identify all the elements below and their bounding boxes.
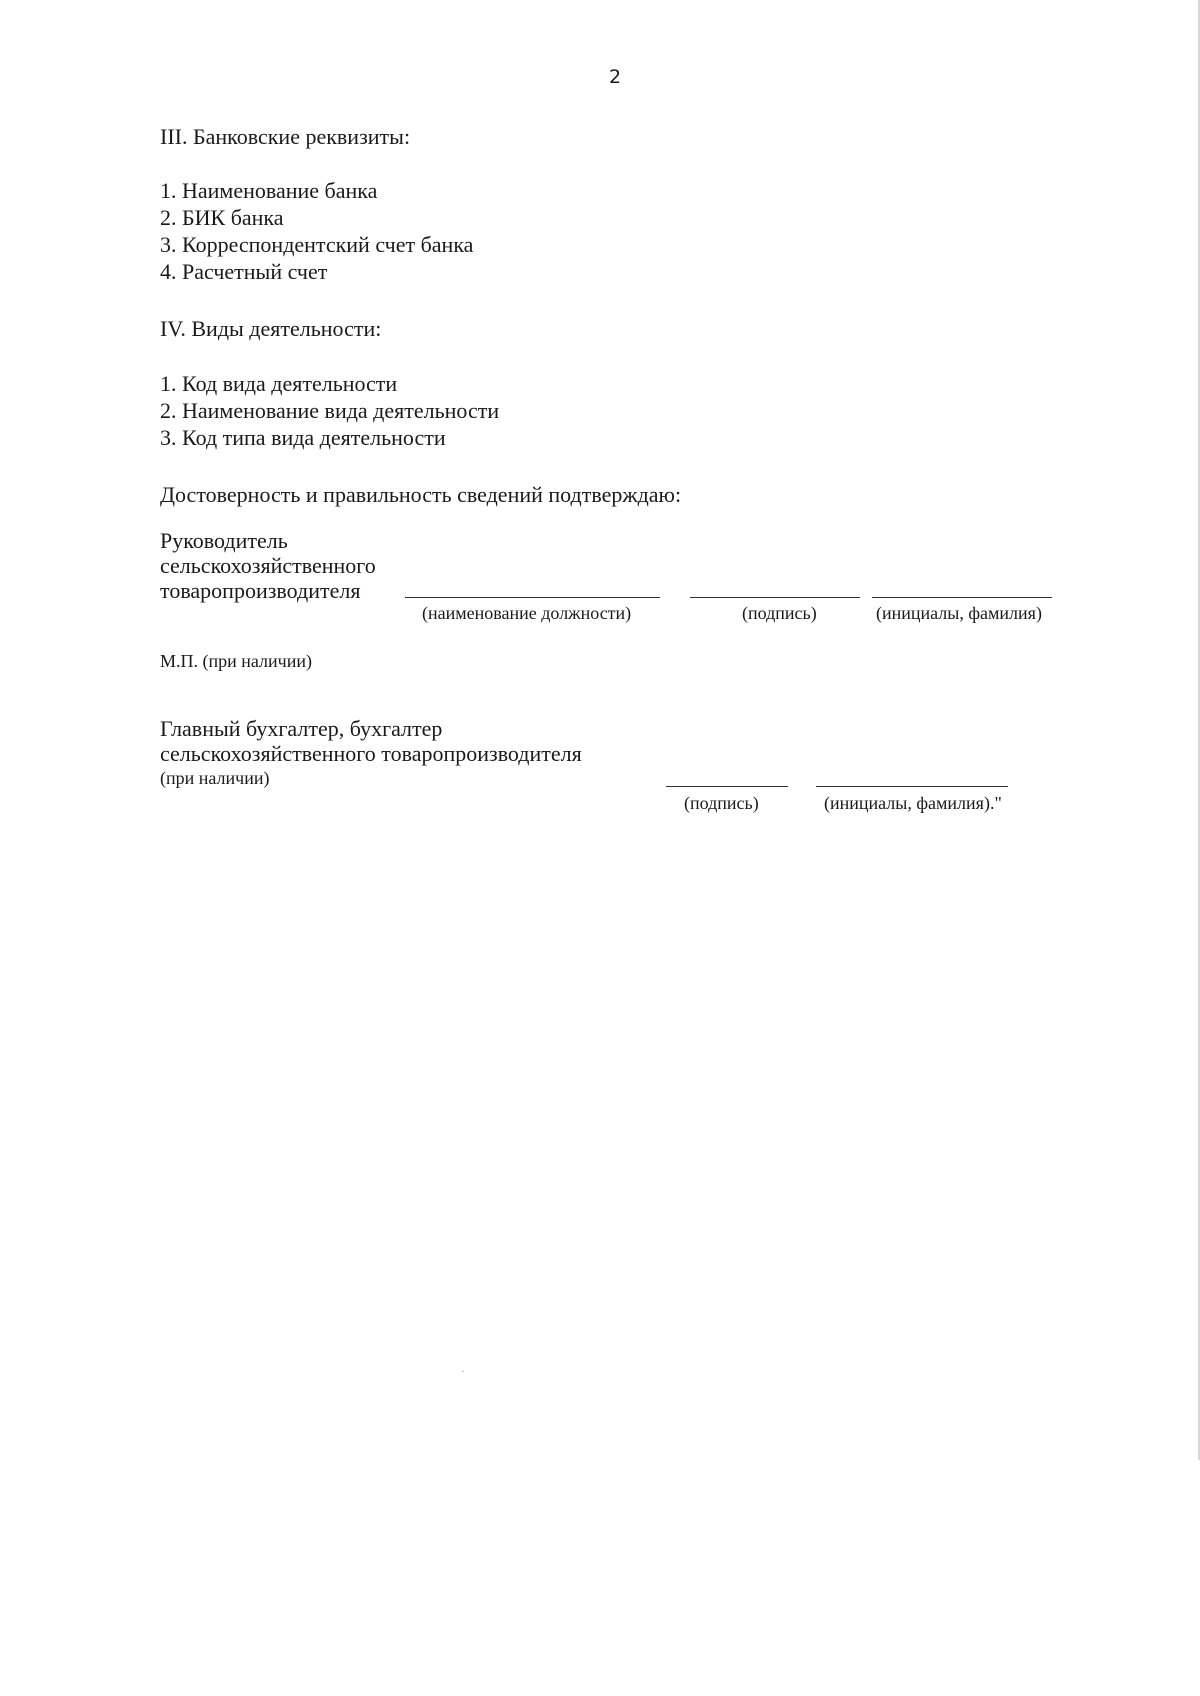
- accountant-note: (при наличии): [160, 768, 270, 788]
- head-role-line: товаропроизводителя: [160, 578, 361, 603]
- head-role-line: Руководитель: [160, 528, 288, 553]
- position-signature-line: [405, 597, 660, 598]
- page-number: 2: [608, 66, 622, 88]
- bank-section-title: III. Банковские реквизиты:: [160, 124, 411, 149]
- accountant-role-line: сельскохозяйственного товаропроизводителя: [160, 741, 582, 766]
- bank-item: 4. Расчетный счет: [160, 259, 328, 284]
- accountant-signature-line: [666, 786, 788, 787]
- activity-section-title: IV. Виды деятельности:: [160, 316, 382, 341]
- activity-item: 1. Код вида деятельности: [160, 371, 398, 396]
- head-role-line: сельскохозяйственного: [160, 553, 376, 578]
- scan-dot-mark: [462, 1371, 464, 1372]
- seal-note: М.П. (при наличии): [160, 651, 312, 671]
- accountant-name-line: [816, 786, 1008, 787]
- bank-item: 1. Наименование банка: [160, 178, 378, 203]
- confirmation-text: Достоверность и правильность сведений подтверждаю:: [160, 482, 682, 507]
- bank-item: 2. БИК банка: [160, 205, 284, 230]
- accountant-name-caption: (инициалы, фамилия).": [824, 793, 1002, 813]
- accountant-role-line: Главный бухгалтер, бухгалтер: [160, 716, 443, 741]
- head-signature-caption: (подпись): [742, 603, 817, 623]
- head-name-caption: (инициалы, фамилия): [876, 603, 1042, 623]
- head-name-line: [872, 597, 1052, 598]
- head-signature-line: [690, 597, 860, 598]
- bank-item: 3. Корреспондентский счет банка: [160, 232, 474, 257]
- accountant-signature-caption: (подпись): [684, 793, 759, 813]
- position-caption: (наименование должности): [422, 603, 632, 623]
- activity-item: 2. Наименование вида деятельности: [160, 398, 500, 423]
- activity-item: 3. Код типа вида деятельности: [160, 425, 446, 450]
